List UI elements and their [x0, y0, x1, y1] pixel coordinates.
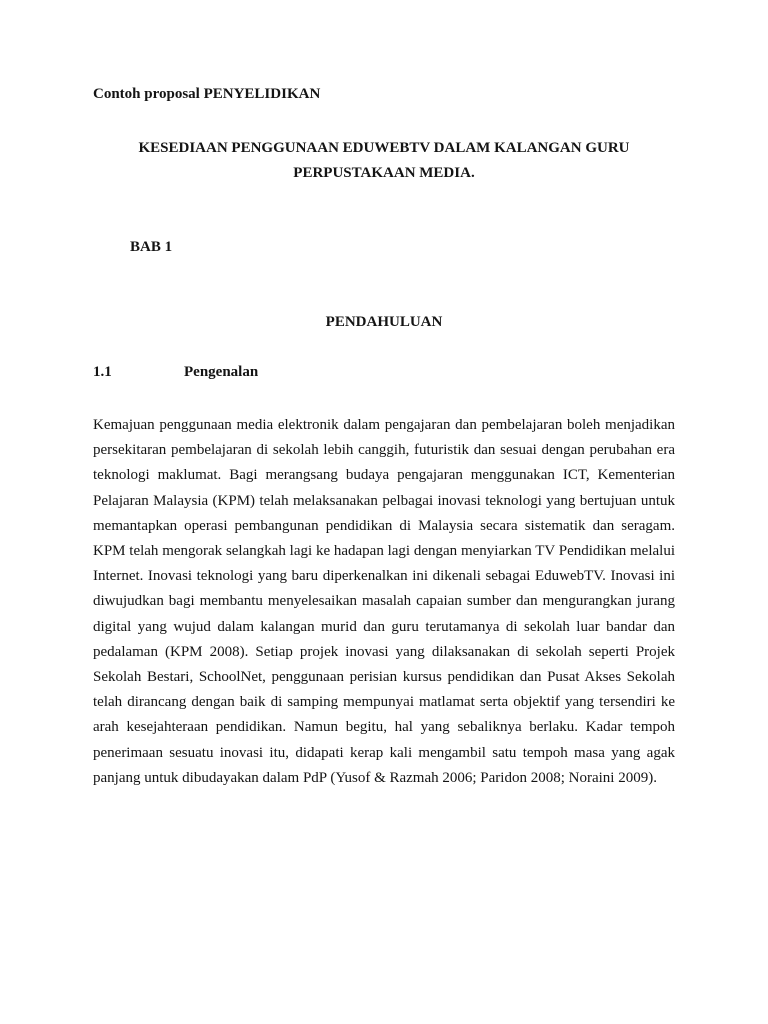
body-paragraph: Kemajuan penggunaan media elektronik dalam pengajaran dan pembelajaran boleh menjadikan persekitaran pembelajaran di sekolah lebih canggih, futuristik dan sesuai dengan perubahan era teknologi maklumat. Bagi merangsang budaya pengajaran menggunakan ICT, Kementerian Pelajaran Malaysia (KPM) telah melaksanakan pelbagai inovasi teknologi yang bertujuan untuk memantapkan operasi pembangunan pendidikan di Malaysia secara sistematik dan seragam. KPM telah mengorak selangkah lagi ke hadapan lagi dengan menyiarkan TV Pendidikan melalui Internet. Inovasi teknologi yang baru diperkenalkan ini dikenali sebagai EduwebTV. Inovasi ini diwujudkan bagi membantu menyelesaikan masalah capaian sumber dan mengurangkan jurang digital yang wujud dalam kalangan murid dan guru terutamanya di sekolah luar bandar dan pedalaman (KPM 2008). Setiap projek inovasi yang dilaksanakan di sekolah seperti Projek Sekolah Bestari, SchoolNet, penggunaan perisian kursus pendidikan dan Pusat Akses Sekolah telah dirancang dengan baik di samping mempunyai matlamat serta objektif yang tersendiri ke arah kesejahteraan pendidikan. Namun begitu, hal yang sebaliknya berlaku. Kadar tempoh penerimaan sesuatu inovasi itu, didapati kerap kali mengambil satu tempoh masa yang agak panjang untuk dibudayakan dalam PdP (Yusof & Razmah 2006; Paridon 2008; Noraini 2009).: [93, 417, 675, 786]
document-title-line-2: PERPUSTAKAAN MEDIA.: [293, 165, 475, 181]
subsection-title: Pengenalan: [184, 364, 259, 380]
section-heading: PENDAHULUAN: [325, 314, 443, 330]
document-label: Contoh proposal PENYELIDIKAN: [93, 86, 321, 102]
document-title-line-1: KESEDIAAN PENGGUNAAN EDUWEBTV DALAM KALANGAN GURU: [138, 140, 630, 156]
subsection-heading: [93, 364, 258, 381]
subsection-number: 1.1: [93, 364, 112, 380]
chapter-heading: BAB 1: [130, 239, 173, 255]
document-title: [93, 136, 675, 186]
